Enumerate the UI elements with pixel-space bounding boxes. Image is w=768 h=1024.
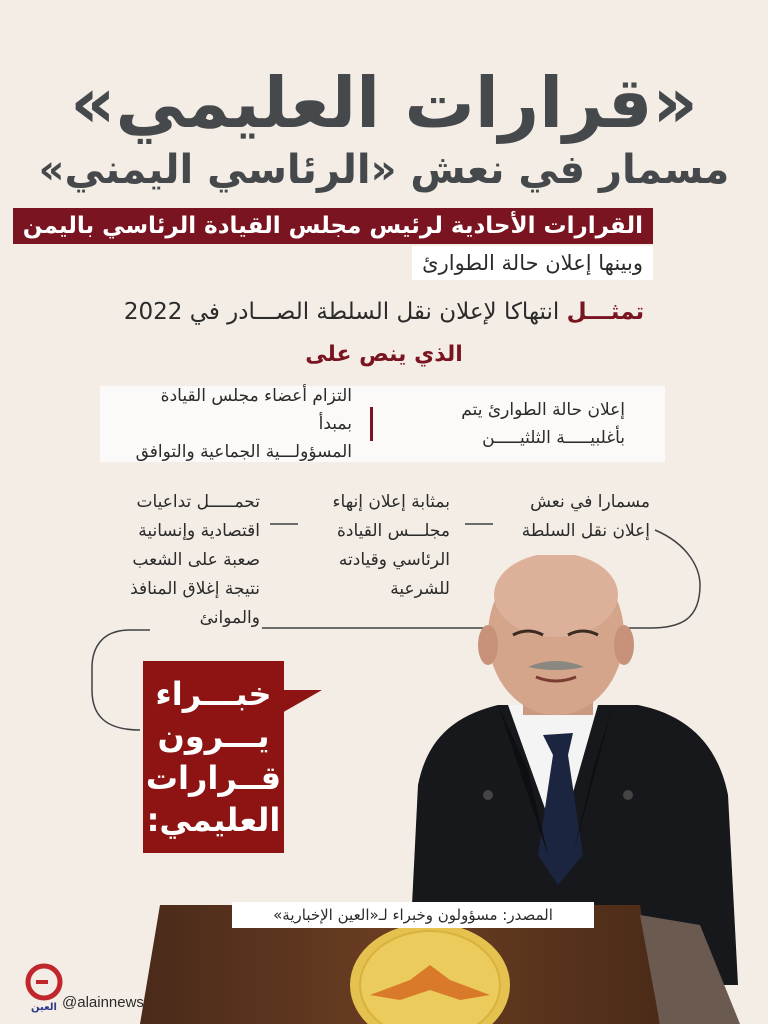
sub-title: مسمار في نعش «الرئاسي اليمني» — [38, 147, 730, 193]
experts-callout — [143, 661, 284, 853]
social-handle[interactable]: @alainnews — [62, 994, 144, 1011]
expert-view-line: صعبة على الشعب — [132, 550, 260, 570]
headline-banner: القرارات الأحادية لرئيس مجلس القيادة الرئاسي باليمن — [13, 208, 653, 244]
callout-line: العليمي: — [146, 801, 281, 839]
expert-view-1 — [490, 488, 650, 546]
headline-subline: وبينها إعلان حالة الطوارئ — [412, 246, 653, 280]
expert-view-line: الرئاسي وقيادته — [338, 550, 450, 570]
expert-view-3 — [90, 488, 260, 633]
callout-pointer — [280, 680, 330, 720]
provision-line: بأغلبيـــــة الثلثيـــــن — [482, 428, 625, 448]
expert-view-line: للشرعية — [390, 579, 450, 599]
expert-view-line: اقتصادية وإنسانية — [138, 521, 260, 541]
expert-view-line: مجلـــس القيادة — [336, 521, 450, 541]
main-title: «قرارات العليمي» — [70, 62, 698, 144]
source-label: المصدر: مسؤولون وخبراء لـ«العين الإخبارية» — [232, 902, 594, 928]
expert-view-line: مسمارا في نعش — [530, 492, 650, 512]
expert-view-line: إعلان نقل السلطة — [521, 521, 650, 541]
callout-line: خبـــراء — [155, 675, 272, 713]
callout-line: قــرارات — [145, 759, 282, 797]
provision-line: المسؤولـــية الجماعية والتوافق — [135, 442, 352, 462]
expert-view-line: والموانئ — [199, 608, 260, 628]
statement-followup: الذي ينص على — [305, 342, 463, 367]
provision-line: التزام أعضاء مجلس القيادة بمبدأ — [160, 386, 352, 434]
provision-line: إعلان حالة الطوارئ يتم — [461, 400, 625, 420]
callout-line: يـــرون — [157, 717, 270, 755]
expert-view-line: بمثابة إعلان إنهاء — [332, 492, 450, 512]
expert-view-line: تحمـــــل تداعيات — [136, 492, 260, 512]
statement-text: انتهاكا لإعلان نقل السلطة الصـــادر في 2022 — [123, 299, 560, 325]
expert-view-line: نتيجة إغلاق المنافذ — [130, 579, 260, 599]
logo-text: العين — [31, 1002, 57, 1013]
alain-logo-icon — [22, 962, 66, 1014]
statement-accent-word: تمثـــل — [566, 299, 645, 325]
